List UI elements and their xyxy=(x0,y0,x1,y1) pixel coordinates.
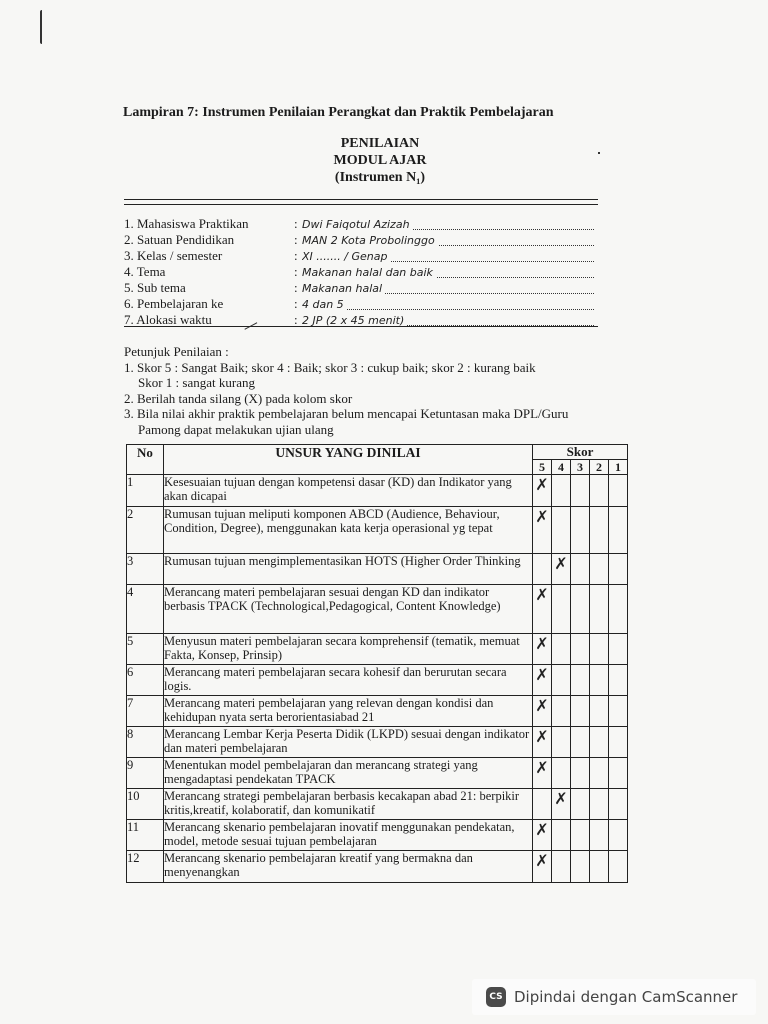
score-cell xyxy=(571,820,590,851)
score-cell xyxy=(533,634,552,665)
score-cell xyxy=(533,820,552,851)
score-cell xyxy=(552,554,571,585)
table-row xyxy=(127,585,628,634)
row-number: 12 xyxy=(127,851,164,883)
camscanner-logo-icon: CS xyxy=(486,987,506,1007)
table-row xyxy=(127,507,628,554)
cross-mark: ✗ xyxy=(535,727,549,746)
score-cell xyxy=(609,585,628,634)
header-no: No xyxy=(127,445,164,475)
cross-mark: ✗ xyxy=(535,634,549,653)
score-cell xyxy=(609,727,628,758)
score-cell xyxy=(552,851,571,883)
cross-mark: ✗ xyxy=(535,851,549,870)
identity-row xyxy=(124,264,594,280)
score-cell xyxy=(590,820,609,851)
identity-label: 7. Alokasi waktu xyxy=(124,312,212,327)
row-criterion: Kesesuaian tujuan dengan kompetensi dasar (KD) dan Indikator yang akan dicapai xyxy=(164,475,533,507)
score-cell xyxy=(552,696,571,727)
row-number: 1 xyxy=(127,475,164,507)
header-skor: Skor xyxy=(533,445,628,460)
document-heading: Lampiran 7: Instrumen Penilaian Perangkat dan Praktik Pembelajaran xyxy=(123,105,554,120)
score-cell xyxy=(590,851,609,883)
score-cell xyxy=(590,585,609,634)
row-number: 10 xyxy=(127,789,164,820)
score-cell xyxy=(552,789,571,820)
score-cell xyxy=(533,851,552,883)
instruction-line: 3. Bila nilai akhir praktik pembelajaran belum mencapai Ketuntasan maka DPL/Guru xyxy=(124,406,569,421)
identity-colon: : xyxy=(294,232,298,247)
score-cell xyxy=(590,696,609,727)
table-row xyxy=(127,851,628,883)
table-row xyxy=(127,820,628,851)
score-cell xyxy=(609,634,628,665)
instruction-line: 2. Berilah tanda silang (X) pada kolom skor xyxy=(124,390,353,406)
score-cell xyxy=(552,634,571,665)
identity-row xyxy=(124,296,594,312)
score-cell xyxy=(552,727,571,758)
score-cell xyxy=(571,554,590,585)
identity-value-field xyxy=(302,248,594,264)
cross-mark: ✗ xyxy=(554,554,568,573)
handwritten-value: XI ....... / Genap xyxy=(302,250,390,263)
score-cell xyxy=(552,665,571,696)
score-cell xyxy=(571,758,590,789)
score-cell xyxy=(590,789,609,820)
row-criterion: Merancang strategi pembelajaran berbasis kecakapan abad 21: berpikir kritis,kreatif, kolaboratif, dan komunikatif xyxy=(164,789,533,820)
title-line-3: (Instrumen N₁) xyxy=(334,170,426,185)
score-col-header: 2 xyxy=(590,460,609,475)
cross-mark: ✗ xyxy=(535,665,549,684)
score-cell xyxy=(571,665,590,696)
cross-mark: ✗ xyxy=(535,475,549,494)
score-cell xyxy=(609,696,628,727)
row-criterion: Merancang materi pembelajaran sesuai dengan KD dan indikator berbasis TPACK (Technological,Pedagogical, Content Knowledge) xyxy=(164,585,533,634)
table-body xyxy=(127,475,628,883)
score-col-header: 4 xyxy=(552,460,571,475)
score-cell xyxy=(533,554,552,585)
instruction-line: 1. Skor 5 : Sangat Baik; skor 4 : Baik; skor 3 : cukup baik; skor 2 : kurang baik xyxy=(124,359,536,375)
score-cell xyxy=(533,585,552,634)
score-cell xyxy=(533,507,552,554)
identity-label: 2. Satuan Pendidikan xyxy=(124,232,235,247)
identity-label: 3. Kelas / semester xyxy=(124,248,223,263)
score-cell xyxy=(571,696,590,727)
identity-colon: : xyxy=(294,280,298,295)
instructions-block xyxy=(124,344,614,437)
table-row xyxy=(127,789,628,820)
row-number: 3 xyxy=(127,554,164,585)
header-unsur: UNSUR YANG DINILAI xyxy=(164,445,533,475)
identity-colon: : xyxy=(294,248,298,263)
cross-mark: ✗ xyxy=(535,507,549,526)
score-cell xyxy=(571,789,590,820)
table-row xyxy=(127,554,628,585)
score-cell xyxy=(571,507,590,554)
identity-colon: : xyxy=(294,264,298,279)
cross-mark: ✗ xyxy=(535,585,549,604)
handwritten-value: MAN 2 Kota Probolinggo xyxy=(302,234,438,247)
row-number: 6 xyxy=(127,665,164,696)
identity-row xyxy=(124,216,594,232)
identity-value-field xyxy=(302,232,594,248)
table-row xyxy=(127,634,628,665)
instruction-line: Skor 1 : sangat kurang xyxy=(138,375,255,390)
table-row xyxy=(127,696,628,727)
score-cell xyxy=(552,585,571,634)
row-number: 9 xyxy=(127,758,164,789)
score-cell xyxy=(609,789,628,820)
cross-mark: ✗ xyxy=(535,758,549,777)
row-criterion: Merancang Lembar Kerja Peserta Didik (LKPD) sesuai dengan indikator dan materi pembelajaran xyxy=(164,727,533,758)
identity-colon: : xyxy=(294,296,298,311)
cross-mark: ✗ xyxy=(535,696,549,715)
row-number: 7 xyxy=(127,696,164,727)
score-cell xyxy=(609,554,628,585)
score-cell xyxy=(590,758,609,789)
score-cell xyxy=(533,696,552,727)
identity-row xyxy=(124,232,594,248)
row-number: 5 xyxy=(127,634,164,665)
staple-mark xyxy=(40,10,46,44)
score-cell xyxy=(571,727,590,758)
handwritten-value: Makanan halal dan baik xyxy=(302,266,436,279)
score-cell xyxy=(590,727,609,758)
title-line-2: MODUL AJAR xyxy=(333,153,427,168)
score-cell xyxy=(590,475,609,507)
score-cell xyxy=(590,554,609,585)
identity-block xyxy=(124,216,594,328)
identity-colon: : xyxy=(294,216,298,231)
score-cell xyxy=(533,475,552,507)
row-criterion: Merancang materi pembelajaran secara kohesif dan berurutan secara logis. xyxy=(164,665,533,696)
score-cell xyxy=(552,758,571,789)
speck-mark xyxy=(598,152,600,154)
score-cell xyxy=(590,665,609,696)
score-cell xyxy=(590,507,609,554)
score-cell xyxy=(571,585,590,634)
instruction-line: Pamong dapat melakukan ujian ulang xyxy=(138,421,334,437)
identity-row xyxy=(124,248,594,264)
score-cell xyxy=(609,758,628,789)
table-row xyxy=(127,475,628,507)
title-line-1: PENILAIAN xyxy=(340,136,420,151)
handwritten-value: Dwi Faiqotul Azizah xyxy=(302,218,413,231)
row-number: 2 xyxy=(127,507,164,554)
instructions-title: Petunjuk Penilaian : xyxy=(124,344,229,359)
handwritten-value: 2 JP (2 x 45 menit) xyxy=(302,314,407,327)
score-cell xyxy=(552,820,571,851)
score-col-header: 3 xyxy=(571,460,590,475)
row-criterion: Rumusan tujuan mengimplementasikan HOTS (Higher Order Thinking xyxy=(164,554,533,585)
table-row xyxy=(127,758,628,789)
cross-mark: ✗ xyxy=(535,820,549,839)
identity-value-field xyxy=(302,264,594,280)
handwritten-value: 4 dan 5 xyxy=(302,298,347,311)
score-cell xyxy=(609,851,628,883)
score-cell xyxy=(609,820,628,851)
row-criterion: Menentukan model pembelajaran dan merancang strategi yang mengadaptasi pendekatan TPACK xyxy=(164,758,533,789)
cross-mark: ✗ xyxy=(554,789,568,808)
camscanner-label: Dipindai dengan CamScanner xyxy=(514,988,738,1006)
score-cell xyxy=(533,665,552,696)
identity-colon: : xyxy=(294,312,298,327)
row-number: 8 xyxy=(127,727,164,758)
identity-row xyxy=(124,280,594,296)
row-criterion: Rumusan tujuan meliputi komponen ABCD (Audience, Behaviour, Condition, Degree), menggunakan kata kerja operasional yg tepat xyxy=(164,507,533,554)
score-cell xyxy=(590,634,609,665)
score-cell xyxy=(533,789,552,820)
row-criterion: Merancang skenario pembelajaran kreatif yang bermakna dan menyenangkan xyxy=(164,851,533,883)
row-number: 11 xyxy=(127,820,164,851)
score-cell xyxy=(571,634,590,665)
camscanner-watermark xyxy=(472,979,756,1015)
score-cell xyxy=(571,475,590,507)
identity-value-field xyxy=(302,296,594,312)
score-cell xyxy=(609,507,628,554)
score-cell xyxy=(571,851,590,883)
title-divider xyxy=(124,199,598,205)
score-cell xyxy=(609,475,628,507)
identity-value-field xyxy=(302,280,594,296)
row-number: 4 xyxy=(127,585,164,634)
identity-label: 1. Mahasiswa Praktikan xyxy=(124,216,249,231)
score-cell xyxy=(533,727,552,758)
score-cell xyxy=(609,665,628,696)
assessment-table xyxy=(126,444,628,883)
title-block xyxy=(230,135,530,186)
score-col-header: 5 xyxy=(533,460,552,475)
handwritten-value: Makanan halal xyxy=(302,282,385,295)
row-criterion: Merancang skenario pembelajaran inovatif menggunakan pendekatan, model, metode sesuai tujuan pembelajaran xyxy=(164,820,533,851)
score-cell xyxy=(552,507,571,554)
identity-label: 6. Pembelajaran ke xyxy=(124,296,224,311)
table-row xyxy=(127,665,628,696)
score-cell xyxy=(552,475,571,507)
row-criterion: Menyusun materi pembelajaran secara komprehensif (tematik, memuat Fakta, Konsep, Prinsip) xyxy=(164,634,533,665)
row-criterion: Merancang materi pembelajaran yang relevan dengan kondisi dan kehidupan nyata serta berorientasiabad 21 xyxy=(164,696,533,727)
table-row xyxy=(127,727,628,758)
identity-label: 4. Tema xyxy=(124,264,166,279)
score-col-header: 1 xyxy=(609,460,628,475)
identity-divider xyxy=(124,326,598,327)
identity-label: 5. Sub tema xyxy=(124,280,186,295)
score-cell xyxy=(533,758,552,789)
identity-value-field xyxy=(302,216,594,232)
